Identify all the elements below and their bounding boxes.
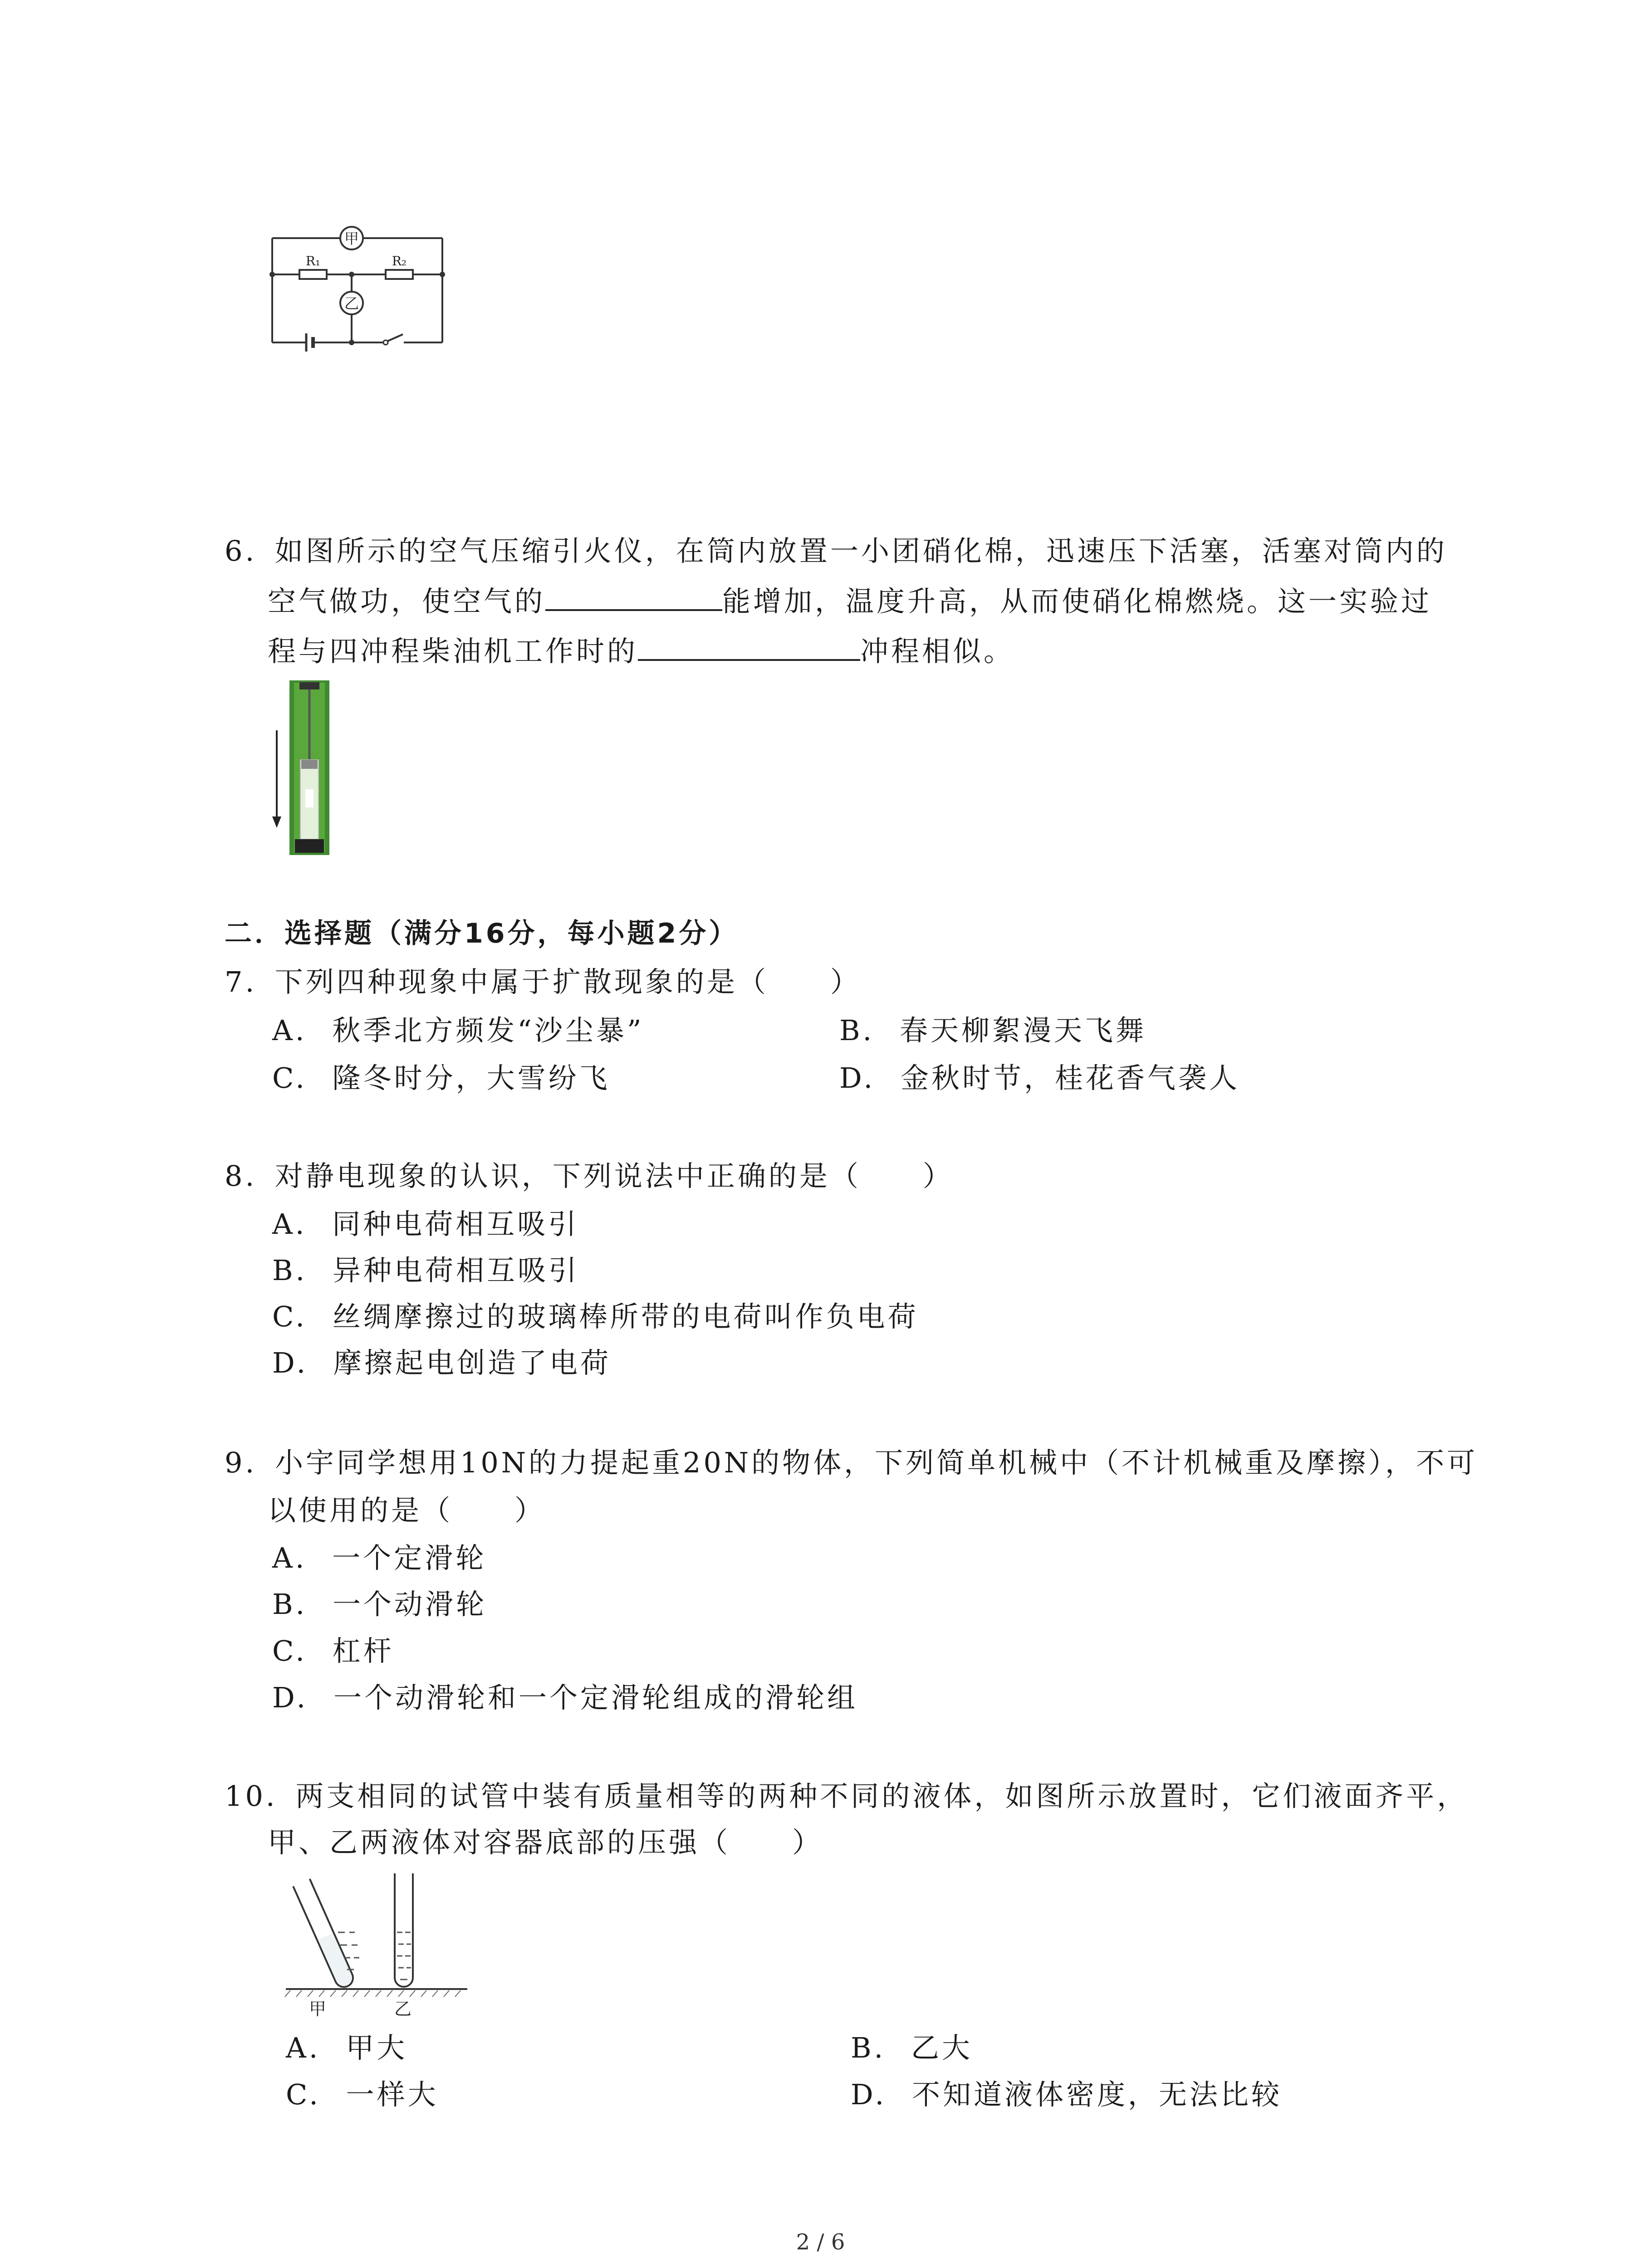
q10-number: 10. [225, 1779, 278, 1813]
q7-option-c-text: 隆冬时分，大雪纷飞 [332, 1061, 610, 1095]
q10-option-b[interactable] [851, 2030, 973, 2066]
q9-stem-2: 以使用的是（ ） [268, 1494, 546, 1527]
q9-number: 9. [225, 1446, 257, 1479]
q10-option-c-label: C. [286, 2078, 321, 2111]
q9-option-a-text: 一个定滑轮 [332, 1541, 487, 1574]
q8-stem-line [225, 1158, 954, 1194]
q9-option-c-label: C. [272, 1634, 307, 1667]
q8-option-b-text: 异种电荷相互吸引 [333, 1254, 580, 1287]
meter-yi-label: 乙 [344, 295, 359, 312]
q7-number: 7. [225, 965, 257, 998]
q6-line-2 [268, 582, 1432, 620]
q7-option-b[interactable] [839, 1012, 1146, 1049]
q7-stem-line [225, 964, 861, 1000]
q9-option-d-text: 一个动滑轮和一个定滑轮组成的滑轮组 [333, 1681, 858, 1714]
q10-stem-2: 甲、乙两液体对容器底部的压强（ ） [268, 1826, 823, 1859]
q10-option-a-label: A. [286, 2031, 321, 2064]
q7-option-d-label: D. [839, 1061, 876, 1095]
q9-stem-line-1 [225, 1445, 1478, 1481]
q9-stem-line-2 [268, 1492, 545, 1529]
q8-option-c[interactable] [272, 1299, 919, 1335]
q8-option-a-label: A. [272, 1207, 307, 1241]
q10-option-c[interactable] [286, 2077, 439, 2113]
q10-option-a[interactable] [286, 2030, 407, 2066]
q7-option-a[interactable] [272, 1012, 644, 1049]
tube-yi-label: 乙 [394, 1999, 412, 2019]
q9-option-c[interactable] [272, 1633, 394, 1669]
q9-option-c-text: 杠杆 [332, 1634, 394, 1667]
q10-stem-line-1 [225, 1778, 1468, 1814]
q8-option-a-text: 同种电荷相互吸引 [332, 1207, 579, 1241]
q7-option-c[interactable] [272, 1060, 610, 1096]
q7-option-a-text: 秋季北方频发“沙尘暴” [332, 1014, 644, 1047]
q8-option-d-text: 摩擦起电创造了电荷 [333, 1346, 611, 1379]
q9-option-d-label: D. [272, 1681, 309, 1714]
tube-jia-label: 甲 [309, 1999, 327, 2019]
q10-option-a-text: 甲大 [346, 2031, 408, 2064]
resistor-r2-label: R₂ [392, 254, 407, 269]
q10-option-c-text: 一样大 [346, 2078, 439, 2111]
q9-option-b-text: 一个动滑轮 [333, 1588, 487, 1621]
q8-number: 8. [225, 1159, 257, 1193]
q7-option-b-label: B. [839, 1014, 875, 1047]
q10-option-b-text: 乙大 [911, 2031, 973, 2064]
q6-text-3a: 程与四冲程柴油机工作时的 [268, 635, 638, 668]
resistor-r1-label: R₁ [305, 254, 321, 269]
section-2-title: 二．选择题（满分16分，每小题2分） [225, 918, 739, 949]
q6-text-1: 如图所示的空气压缩引火仪，在筒内放置一小团硝化棉，迅速压下活塞，活塞对筒内的 [274, 534, 1447, 567]
test-tubes-figure [281, 1869, 472, 2019]
q6-blank-2[interactable] [638, 632, 860, 661]
q7-stem: 下列四种现象中属于扩散现象的是（ ） [274, 965, 861, 998]
q7-option-a-label: A. [272, 1014, 307, 1047]
q7-option-c-label: C. [272, 1061, 307, 1095]
q10-option-b-label: B. [851, 2031, 886, 2064]
page-number: 2 / 6 [796, 2229, 845, 2255]
q8-option-c-text: 丝绸摩擦过的玻璃棒所带的电荷叫作负电荷 [332, 1300, 919, 1333]
q6-line-3 [268, 632, 1014, 670]
q9-option-a-label: A. [272, 1541, 307, 1574]
q8-option-c-label: C. [272, 1300, 307, 1333]
q10-stem-line-2 [268, 1824, 823, 1861]
q8-option-b-label: B. [272, 1254, 308, 1287]
q7-option-b-text: 春天柳絮漫天飞舞 [900, 1014, 1147, 1047]
q8-option-d-label: D. [272, 1346, 309, 1379]
air-compression-igniter-figure [268, 680, 340, 862]
q8-option-a[interactable] [272, 1206, 579, 1242]
q8-stem: 对静电现象的认识，下列说法中正确的是（ ） [274, 1159, 954, 1193]
q7-option-d-text: 金秋时节，桂花香气袭人 [900, 1061, 1240, 1095]
q6-text-3b: 冲程相似。 [860, 635, 1015, 668]
q9-option-b-label: B. [272, 1588, 308, 1621]
q6-number: 6. [225, 534, 257, 567]
q6-text-2b: 能增加，温度升高，从而使硝化棉燃烧。这一实验过 [722, 585, 1432, 618]
meter-jia-label: 甲 [344, 230, 359, 247]
q9-option-a[interactable] [272, 1540, 486, 1576]
q6-line-1 [225, 533, 1447, 569]
q6-text-2a: 空气做功，使空气的 [268, 585, 546, 618]
q7-option-d[interactable] [839, 1060, 1240, 1096]
q9-stem-1: 小宇同学想用10N的力提起重20N的物体，下列简单机械中（不计机械重及摩擦），不可 [274, 1446, 1478, 1479]
q8-option-b[interactable] [272, 1252, 579, 1289]
q10-option-d[interactable] [851, 2077, 1282, 2113]
q10-option-d-label: D. [851, 2078, 887, 2111]
q9-option-d[interactable] [272, 1680, 858, 1716]
q6-blank-1[interactable] [545, 582, 722, 611]
q10-stem-1: 两支相同的试管中装有质量相等的两种不同的液体，如图所示放置时，它们液面齐平， [295, 1779, 1468, 1813]
q8-option-d[interactable] [272, 1345, 611, 1381]
circuit-diagram [268, 220, 449, 356]
q10-option-d-text: 不知道液体密度，无法比较 [911, 2078, 1282, 2111]
q9-option-b[interactable] [272, 1586, 487, 1623]
